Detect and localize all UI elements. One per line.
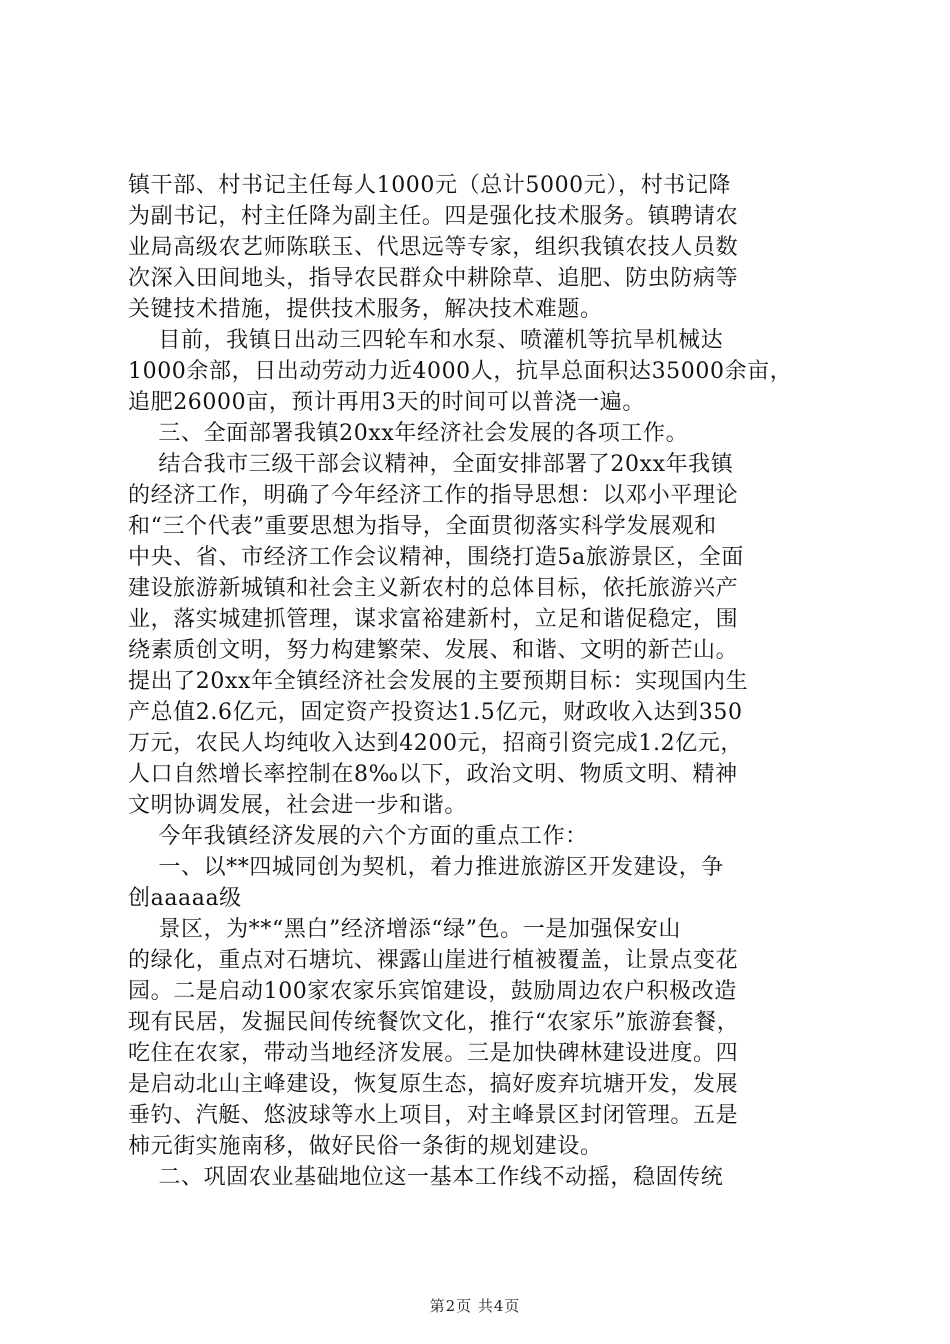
text-line: 今年我镇经济发展的六个方面的重点工作： xyxy=(128,824,588,849)
text-line: 三、全面部署我镇20xx年经济社会发展的各项工作。 xyxy=(128,421,689,446)
text-line: 次深入田间地头，指导农民群众中耕除草、追肥、防虫防病等 xyxy=(128,266,739,291)
text-line: 建设旅游新城镇和社会主义新农村的总体目标，依托旅游兴产 xyxy=(128,576,739,601)
text-line: 结合我市三级干部会议精神，全面安排部署了20xx年我镇 xyxy=(128,452,734,477)
text-line: 和“三个代表”重要思想为指导，全面贯彻落实科学发展观和 xyxy=(128,514,717,539)
page-footer xyxy=(0,1295,950,1316)
text-line: 二、巩固农业基础地位这一基本工作线不动摇，稳固传统 xyxy=(128,1165,724,1190)
text-line: 的经济工作，明确了今年经济工作的指导思想：以邓小平理论 xyxy=(128,483,739,508)
text-line: 中央、省、市经济工作会议精神，围绕打造5a旅游景区，全面 xyxy=(128,545,744,570)
text-line: 1000余部，日出动劳动力近4000人，抗旱总面积达35000余亩， xyxy=(128,359,793,384)
text-line: 文明协调发展，社会进一步和谐。 xyxy=(128,793,468,818)
text-line: 追肥26000亩，预计再用3天的时间可以普浇一遍。 xyxy=(128,390,645,415)
text-line: 提出了20xx年全镇经济社会发展的主要预期目标：实现国内生 xyxy=(128,669,749,694)
text-line: 目前，我镇日出动三四轮车和水泵、喷灌机等抗旱机械达 xyxy=(128,328,724,353)
text-line: 人口自然增长率控制在8‰以下，政治文明、物质文明、精神 xyxy=(128,762,738,787)
text-line: 吃住在农家，带动当地经济发展。三是加快碑林建设进度。四 xyxy=(128,1041,739,1066)
document-body xyxy=(128,170,832,1193)
text-line: 业，落实城建抓管理，谋求富裕建新村，立足和谐促稳定，围 xyxy=(128,607,739,632)
text-line: 垂钓、汽艇、悠波球等水上项目，对主峰景区封闭管理。五是 xyxy=(128,1103,739,1128)
text-line: 镇干部、村书记主任每人1000元（总计5000元），村书记降 xyxy=(128,173,731,198)
text-line: 园。二是启动100家农家乐宾馆建设，鼓励周边农户积极改造 xyxy=(128,979,737,1004)
text-line: 一、以**四城同创为契机，着力推进旅游区开发建设，争 xyxy=(128,855,724,880)
page-number-label: 第2页 共4页 xyxy=(429,1297,521,1315)
text-line: 产总值2.6亿元，固定资产投资达1.5亿元，财政收入达到350 xyxy=(128,700,743,725)
text-line: 景区，为**“黑白”经济增添“绿”色。一是加强保安山 xyxy=(128,917,681,942)
text-line: 为副书记，村主任降为副主任。四是强化技术服务。镇聘请农 xyxy=(128,204,739,229)
text-line: 现有民居，发掘民间传统餐饮文化，推行“农家乐”旅游套餐， xyxy=(128,1010,740,1035)
text-line: 创aaaaa级 xyxy=(128,886,242,911)
text-line: 绕素质创文明，努力构建繁荣、发展、和谐、文明的新芒山。 xyxy=(128,638,739,663)
text-line: 关键技术措施，提供技术服务，解决技术难题。 xyxy=(128,297,603,322)
text-line: 业局高级农艺师陈联玉、代思远等专家，组织我镇农技人员数 xyxy=(128,235,739,260)
text-line: 的绿化，重点对石塘坑、裸露山崖进行植被覆盖，让景点变花 xyxy=(128,948,739,973)
text-line: 万元，农民人均纯收入达到4200元，招商引资完成1.2亿元， xyxy=(128,731,743,756)
text-line: 柿元街实施南移，做好民俗一条街的规划建设。 xyxy=(128,1134,603,1159)
text-line: 是启动北山主峰建设，恢复原生态，搞好废弃坑塘开发，发展 xyxy=(128,1072,739,1097)
